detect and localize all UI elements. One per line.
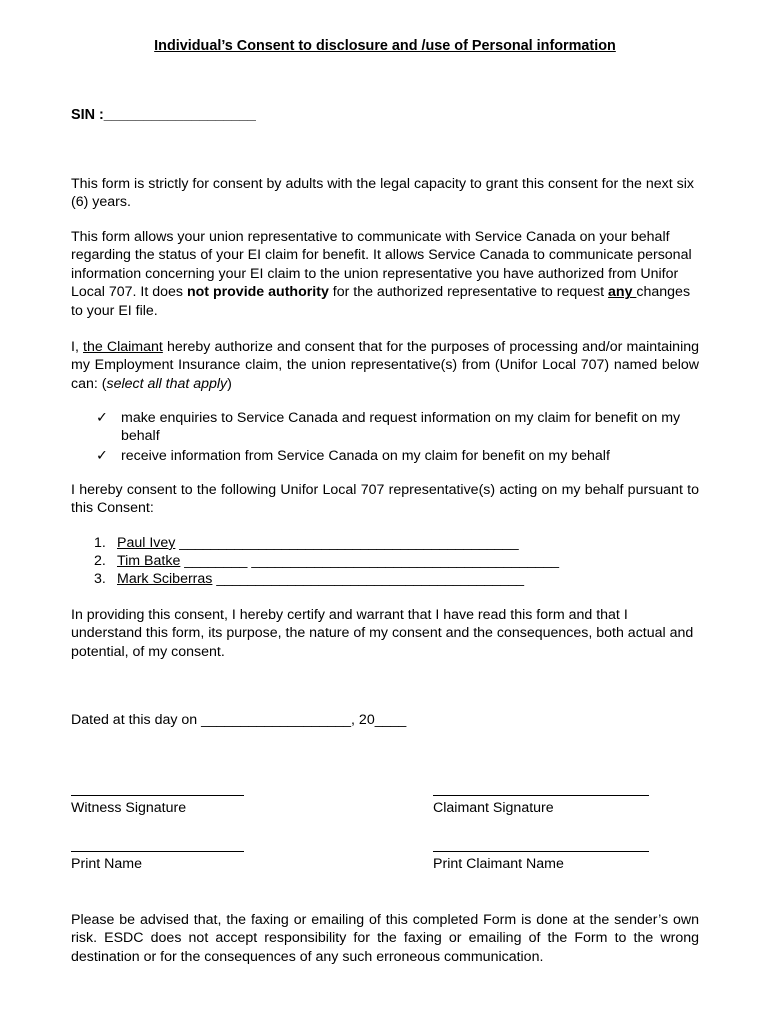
authority-paragraph [71, 228, 699, 320]
print-claimant-name-label: Print Claimant Name [433, 856, 564, 872]
witness-signature-label: Witness Signature [71, 800, 187, 816]
representative-number: 1. [94, 535, 106, 551]
representative-line: ________ _______________________________________ [180, 553, 560, 569]
intro-paragraph: This form is strictly for consent by adults with the legal capacity to grant this consent for the next six (6) years. [71, 176, 694, 211]
disclaimer-paragraph: Please be advised that, the faxing or emailing of this completed Form is done at the sender’s own risk. ESDC does not accept responsibility for the faxing or emailing of the Form to the wrong destination or for the consequences of any such erroneous communication. [71, 912, 699, 965]
check-item-enquiries[interactable] [96, 409, 700, 446]
form-title: Individual’s Consent to disclosure and /use of Personal information [154, 38, 616, 54]
certify-paragraph: In providing this consent, I hereby certify and warrant that I have read this form and that I understand this form, its purpose, the nature of my consent and the consequences, both actual and potential, of my consent. [71, 607, 694, 660]
representative-name: Mark Sciberras [117, 571, 213, 587]
checkmark-icon: ✓ [96, 448, 108, 464]
authority-text-3: changes to your EI file. [71, 284, 691, 319]
sin-field[interactable]: SIN :___________________ [71, 107, 256, 123]
claimant-text-1: I, [71, 339, 84, 355]
claimant-signature-label: Claimant Signature [433, 800, 554, 816]
authority-bold: not provide authority [186, 284, 329, 301]
representative-item[interactable] [94, 552, 559, 570]
representative-line: ___________________________________________ [175, 535, 519, 551]
representative-number: 2. [94, 553, 106, 569]
consent-intro-paragraph: I hereby consent to the following Unifor Local 707 representative(s) acting on my behalf pursuant to this Consent: [71, 482, 699, 517]
print-name-line[interactable] [71, 851, 244, 852]
representative-item[interactable] [94, 534, 519, 552]
check-item-text: receive information from Service Canada on my claim for benefit on my behalf [121, 448, 610, 464]
claimant-paragraph [71, 338, 699, 393]
claimant-text-3: ) [227, 375, 232, 392]
authority-text-1: This form allows your union representative to communicate with Service Canada on your behalf regarding the status of your EI claim for benefit. It allows Service Canada to communicate personal information concerning your EI claim to the union representative you have authorized from Unifor Local 707. It does [71, 229, 692, 301]
representative-name: Paul Ivey [117, 535, 176, 551]
authority-any: any [608, 284, 637, 301]
claimant-signature-line[interactable] [433, 795, 649, 796]
authority-text-2: for the authorized representative to request [328, 284, 609, 301]
checkmark-icon: ✓ [96, 410, 108, 426]
claimant-italic: select all that apply [106, 375, 228, 392]
print-claimant-name-line[interactable] [433, 851, 649, 852]
representative-name: Tim Batke [117, 553, 181, 569]
witness-signature-line[interactable] [71, 795, 244, 796]
dated-line[interactable]: Dated at this day on ___________________, 20____ [71, 712, 407, 728]
representative-item[interactable] [94, 570, 524, 588]
check-item-text: make enquiries to Service Canada and request information on my claim for benefit on my behalf [121, 410, 681, 445]
representative-line: _______________________________________ [212, 571, 525, 587]
claimant-text-2: hereby authorize and consent that for the purposes of processing and/or maintaining my Employment Insurance claim, the union representative(s) from (Unifor Local 707) named below can: ( [71, 339, 699, 392]
check-item-receive[interactable] [96, 447, 700, 465]
representative-number: 3. [94, 571, 106, 587]
print-name-label: Print Name [71, 856, 142, 872]
claimant-term: the Claimant [83, 339, 163, 355]
